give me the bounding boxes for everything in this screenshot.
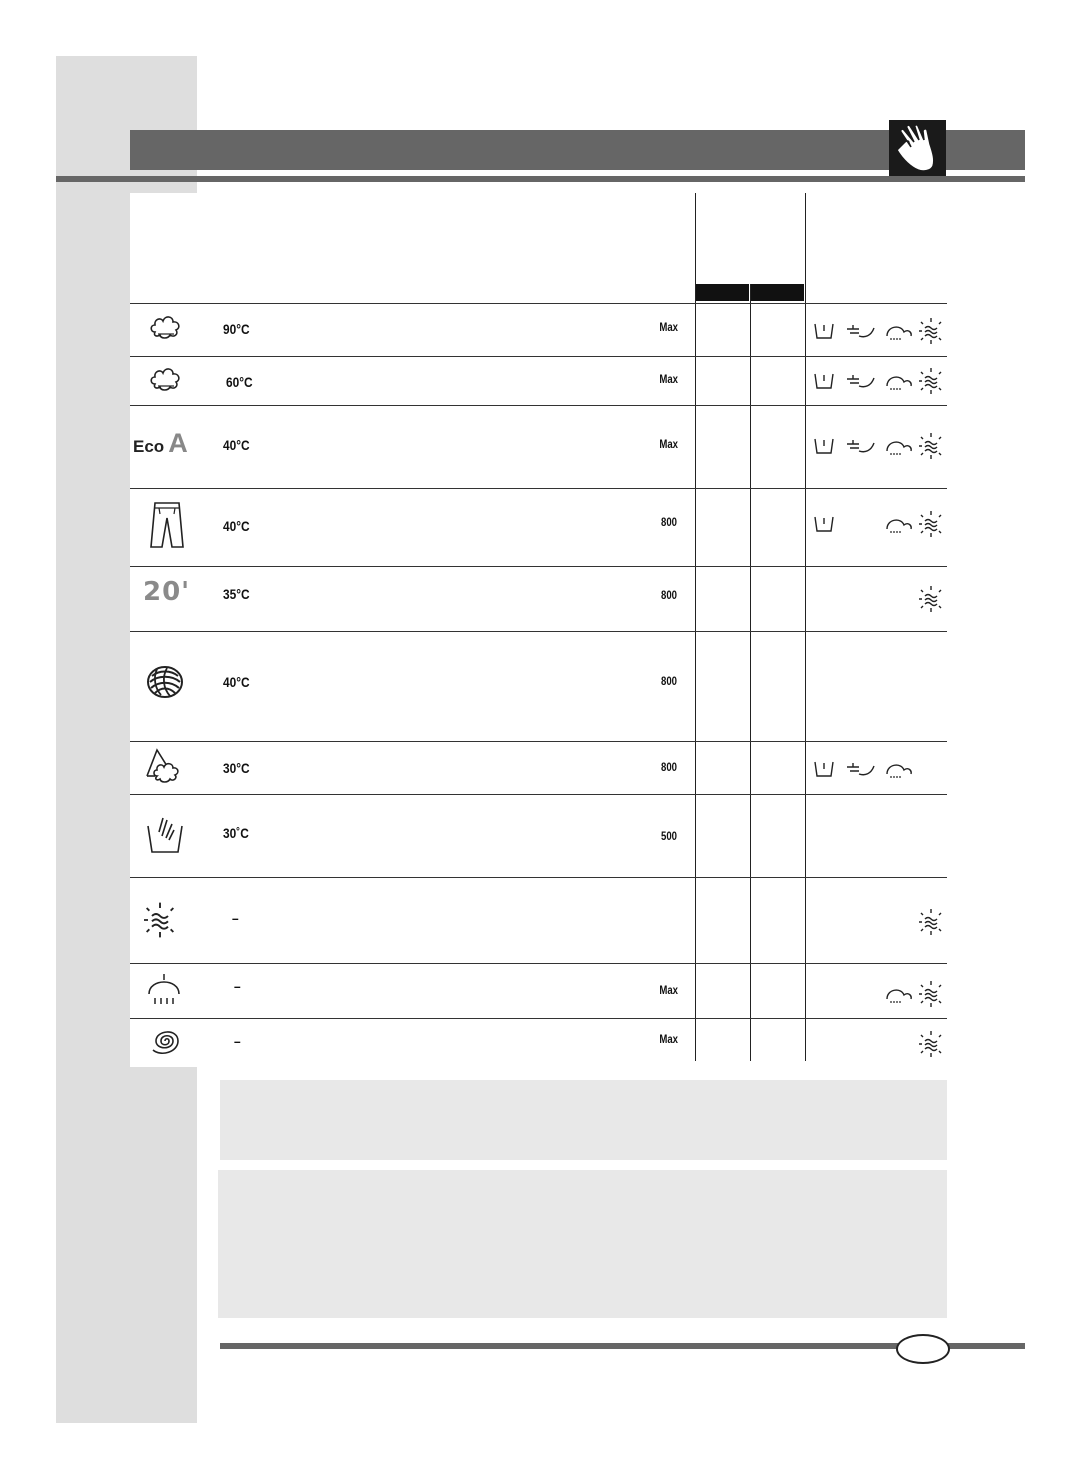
spin-icon bbox=[916, 316, 946, 346]
header-cell bbox=[751, 284, 804, 301]
row-separator bbox=[130, 405, 947, 406]
drain-icon bbox=[148, 1024, 182, 1058]
row-separator bbox=[130, 631, 947, 632]
spin-speed: 800 bbox=[660, 760, 677, 774]
note-box bbox=[220, 1080, 947, 1160]
rinse-icon bbox=[884, 320, 914, 342]
spin-icon bbox=[916, 1029, 946, 1059]
rapid-20-icon: 20' bbox=[143, 577, 191, 607]
page-number-oval bbox=[896, 1334, 950, 1364]
spin-icon bbox=[140, 900, 180, 940]
temperature: 35°C bbox=[223, 586, 250, 602]
spin-speed: 800 bbox=[660, 674, 677, 688]
temperature: 30°C bbox=[223, 760, 250, 776]
spin-icon bbox=[916, 907, 946, 937]
column-divider bbox=[805, 193, 806, 1061]
rinse-icon bbox=[884, 370, 914, 392]
temperature: 60°C bbox=[226, 374, 253, 390]
hand-wash-icon bbox=[145, 812, 185, 856]
stain-removal-icon bbox=[843, 435, 877, 457]
cotton-icon bbox=[148, 312, 184, 342]
rinse-icon bbox=[884, 435, 914, 457]
column-divider bbox=[750, 284, 751, 1061]
prewash-icon bbox=[812, 758, 836, 780]
row-separator bbox=[130, 356, 947, 357]
prewash-icon bbox=[812, 320, 836, 342]
synthetic-icon bbox=[143, 746, 185, 788]
header-rule bbox=[56, 176, 1025, 182]
row-separator bbox=[130, 488, 947, 489]
stain-removal-icon bbox=[843, 370, 877, 392]
spin-icon bbox=[916, 509, 946, 539]
prewash-icon bbox=[812, 513, 836, 535]
spin-speed: Max bbox=[659, 983, 678, 997]
spin-speed: 800 bbox=[660, 588, 677, 602]
spin-icon bbox=[916, 979, 946, 1009]
rinse-icon bbox=[146, 972, 182, 1006]
temperature: – bbox=[232, 910, 239, 926]
rinse-icon bbox=[884, 758, 914, 780]
spin-speed: Max bbox=[659, 372, 678, 386]
wool-icon bbox=[145, 664, 185, 700]
row-separator bbox=[130, 303, 947, 304]
temperature: – bbox=[234, 978, 241, 994]
spin-icon bbox=[916, 584, 946, 614]
header-cell bbox=[696, 284, 749, 301]
stain-removal-icon bbox=[843, 758, 877, 780]
row-separator bbox=[130, 741, 947, 742]
spin-speed: 500 bbox=[660, 829, 677, 843]
temperature: – bbox=[234, 1033, 241, 1049]
row-separator bbox=[130, 566, 947, 567]
eco-letter: A bbox=[168, 428, 188, 458]
cotton-icon bbox=[148, 364, 184, 394]
temperature: 30˚C bbox=[223, 825, 249, 841]
temperature: 40°C bbox=[223, 518, 250, 534]
temperature: 40°C bbox=[223, 674, 250, 690]
spin-icon bbox=[916, 366, 946, 396]
prewash-icon bbox=[812, 370, 836, 392]
note-box bbox=[218, 1170, 947, 1318]
rinse-icon bbox=[884, 513, 914, 535]
temperature: 90°C bbox=[223, 321, 250, 337]
spin-speed: Max bbox=[659, 437, 678, 451]
row-separator bbox=[130, 794, 947, 795]
temperature: 40°C bbox=[223, 437, 250, 453]
prewash-icon bbox=[812, 435, 836, 457]
hand-icon bbox=[889, 120, 946, 176]
spin-icon bbox=[916, 431, 946, 461]
jeans-icon bbox=[148, 500, 186, 550]
stain-removal-icon bbox=[843, 320, 877, 342]
spin-speed: 800 bbox=[660, 515, 677, 529]
row-separator bbox=[130, 963, 947, 964]
eco-a-icon bbox=[133, 428, 188, 459]
row-separator bbox=[130, 1018, 947, 1019]
spin-speed: Max bbox=[659, 1032, 678, 1046]
rinse-icon bbox=[884, 983, 914, 1005]
eco-label: Eco bbox=[133, 437, 165, 456]
column-divider bbox=[695, 193, 696, 1061]
spin-speed: Max bbox=[659, 320, 678, 334]
row-separator bbox=[130, 877, 947, 878]
